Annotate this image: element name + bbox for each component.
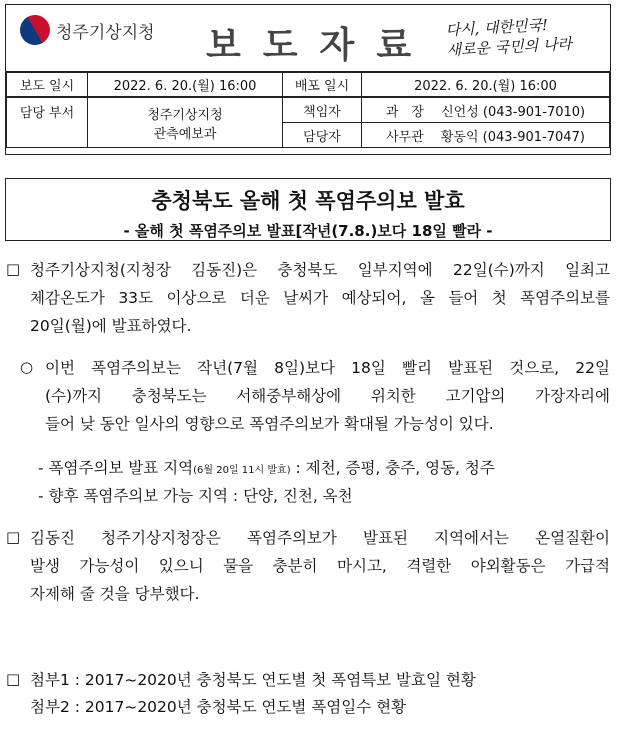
doc-type-title: 보도자료 xyxy=(206,25,434,66)
contact-value: 사무관 황동익 (043-901-7047) xyxy=(362,123,610,148)
p3-line: 김동진 청주기상지청장은 폭염주의보가 발표된 지역에서는 온열질환이 xyxy=(30,529,610,547)
headline: 충청북도 올해 첫 폭염주의보 발효 xyxy=(151,189,465,213)
p2-line: (수)까지 충청북도는 서해중부해상에 위치한 고기압의 가장자리에 xyxy=(45,387,610,405)
dept-line2: 관측예보과 xyxy=(153,126,217,142)
headline-box xyxy=(5,178,611,241)
p1-line: 20일(월)에 발표하였다. xyxy=(30,317,192,335)
attachment-2: 첨부2 : 2017~2020년 충청북도 연도별 폭염일수 현황 xyxy=(30,698,407,716)
dist-value: 2022. 6. 20.(월) 16:00 xyxy=(362,72,610,98)
resp-value: 과 장 신언성 (043-901-7010) xyxy=(362,97,610,123)
header-banner xyxy=(6,5,610,73)
dist-label: 배포 일시 xyxy=(283,72,362,98)
contact-label: 담당자 xyxy=(283,123,362,148)
p3-line: 자제해 줄 것을 당부했다. xyxy=(30,585,200,603)
release-value: 2022. 6. 20.(월) 16:00 xyxy=(88,72,283,98)
info-table xyxy=(6,71,610,148)
dept-line1: 청주기상지청 xyxy=(147,107,223,123)
resp-label: 책임자 xyxy=(283,97,362,123)
slogan xyxy=(445,14,572,61)
square-bullet-icon: □ xyxy=(6,670,21,688)
org-logo xyxy=(20,15,155,45)
square-bullet-icon: □ xyxy=(6,528,21,546)
subheadline: - 올해 첫 폭염주의보 발표[작년(7.8.)보다 18일 빨라 - xyxy=(123,222,493,240)
press-header xyxy=(5,4,611,155)
p3-line: 발생 가능성이 있으니 물을 충분히 마시고, 격렬한 야외활동은 가급적 xyxy=(30,557,610,575)
p1-line: 체감온도가 33도 이상으로 더운 날씨가 예상되어, 올 들어 첫 폭염주의보를 xyxy=(30,289,610,307)
dept-value xyxy=(88,97,283,148)
circle-bullet-icon: ○ xyxy=(20,358,34,376)
square-bullet-icon: □ xyxy=(6,260,21,278)
p2-line: 이번 폭염주의보는 작년(7월 8일)보다 18일 빨리 발표된 것으로, 22일 xyxy=(45,359,610,377)
dept-label: 담당 부서 xyxy=(7,97,88,148)
bullet-issued-regions xyxy=(38,458,495,481)
bullet-possible-regions: - 향후 폭염주의보 가능 지역 : 단양, 진천, 옥천 xyxy=(38,487,353,505)
release-label: 보도 일시 xyxy=(7,72,88,98)
b1-time: (6월 20일 11시 발효) xyxy=(193,465,291,476)
taegeuk-emblem-icon xyxy=(15,10,56,51)
p1-line: 청주기상지청(지청장 김동진)은 충청북도 일부지역에 22일(수)까지 일최고 xyxy=(30,261,610,279)
b1-regions: : 제천, 증평, 충주, 영동, 청주 xyxy=(290,459,495,477)
slogan-line1: 다시, 대한민국! xyxy=(445,15,549,40)
b1-main: - 폭염주의보 발표 지역 xyxy=(38,459,194,477)
slogan-line2: 새로운 국민의 나라 xyxy=(446,34,573,60)
attachment-1: 첨부1 : 2017~2020년 충청북도 연도별 첫 폭염특보 발효일 현황 xyxy=(30,671,476,689)
p2-line: 들어 낮 동안 일사의 영향으로 폭염주의보가 확대될 가능성이 있다. xyxy=(45,415,494,433)
org-name: 청주기상지청 xyxy=(56,22,155,43)
